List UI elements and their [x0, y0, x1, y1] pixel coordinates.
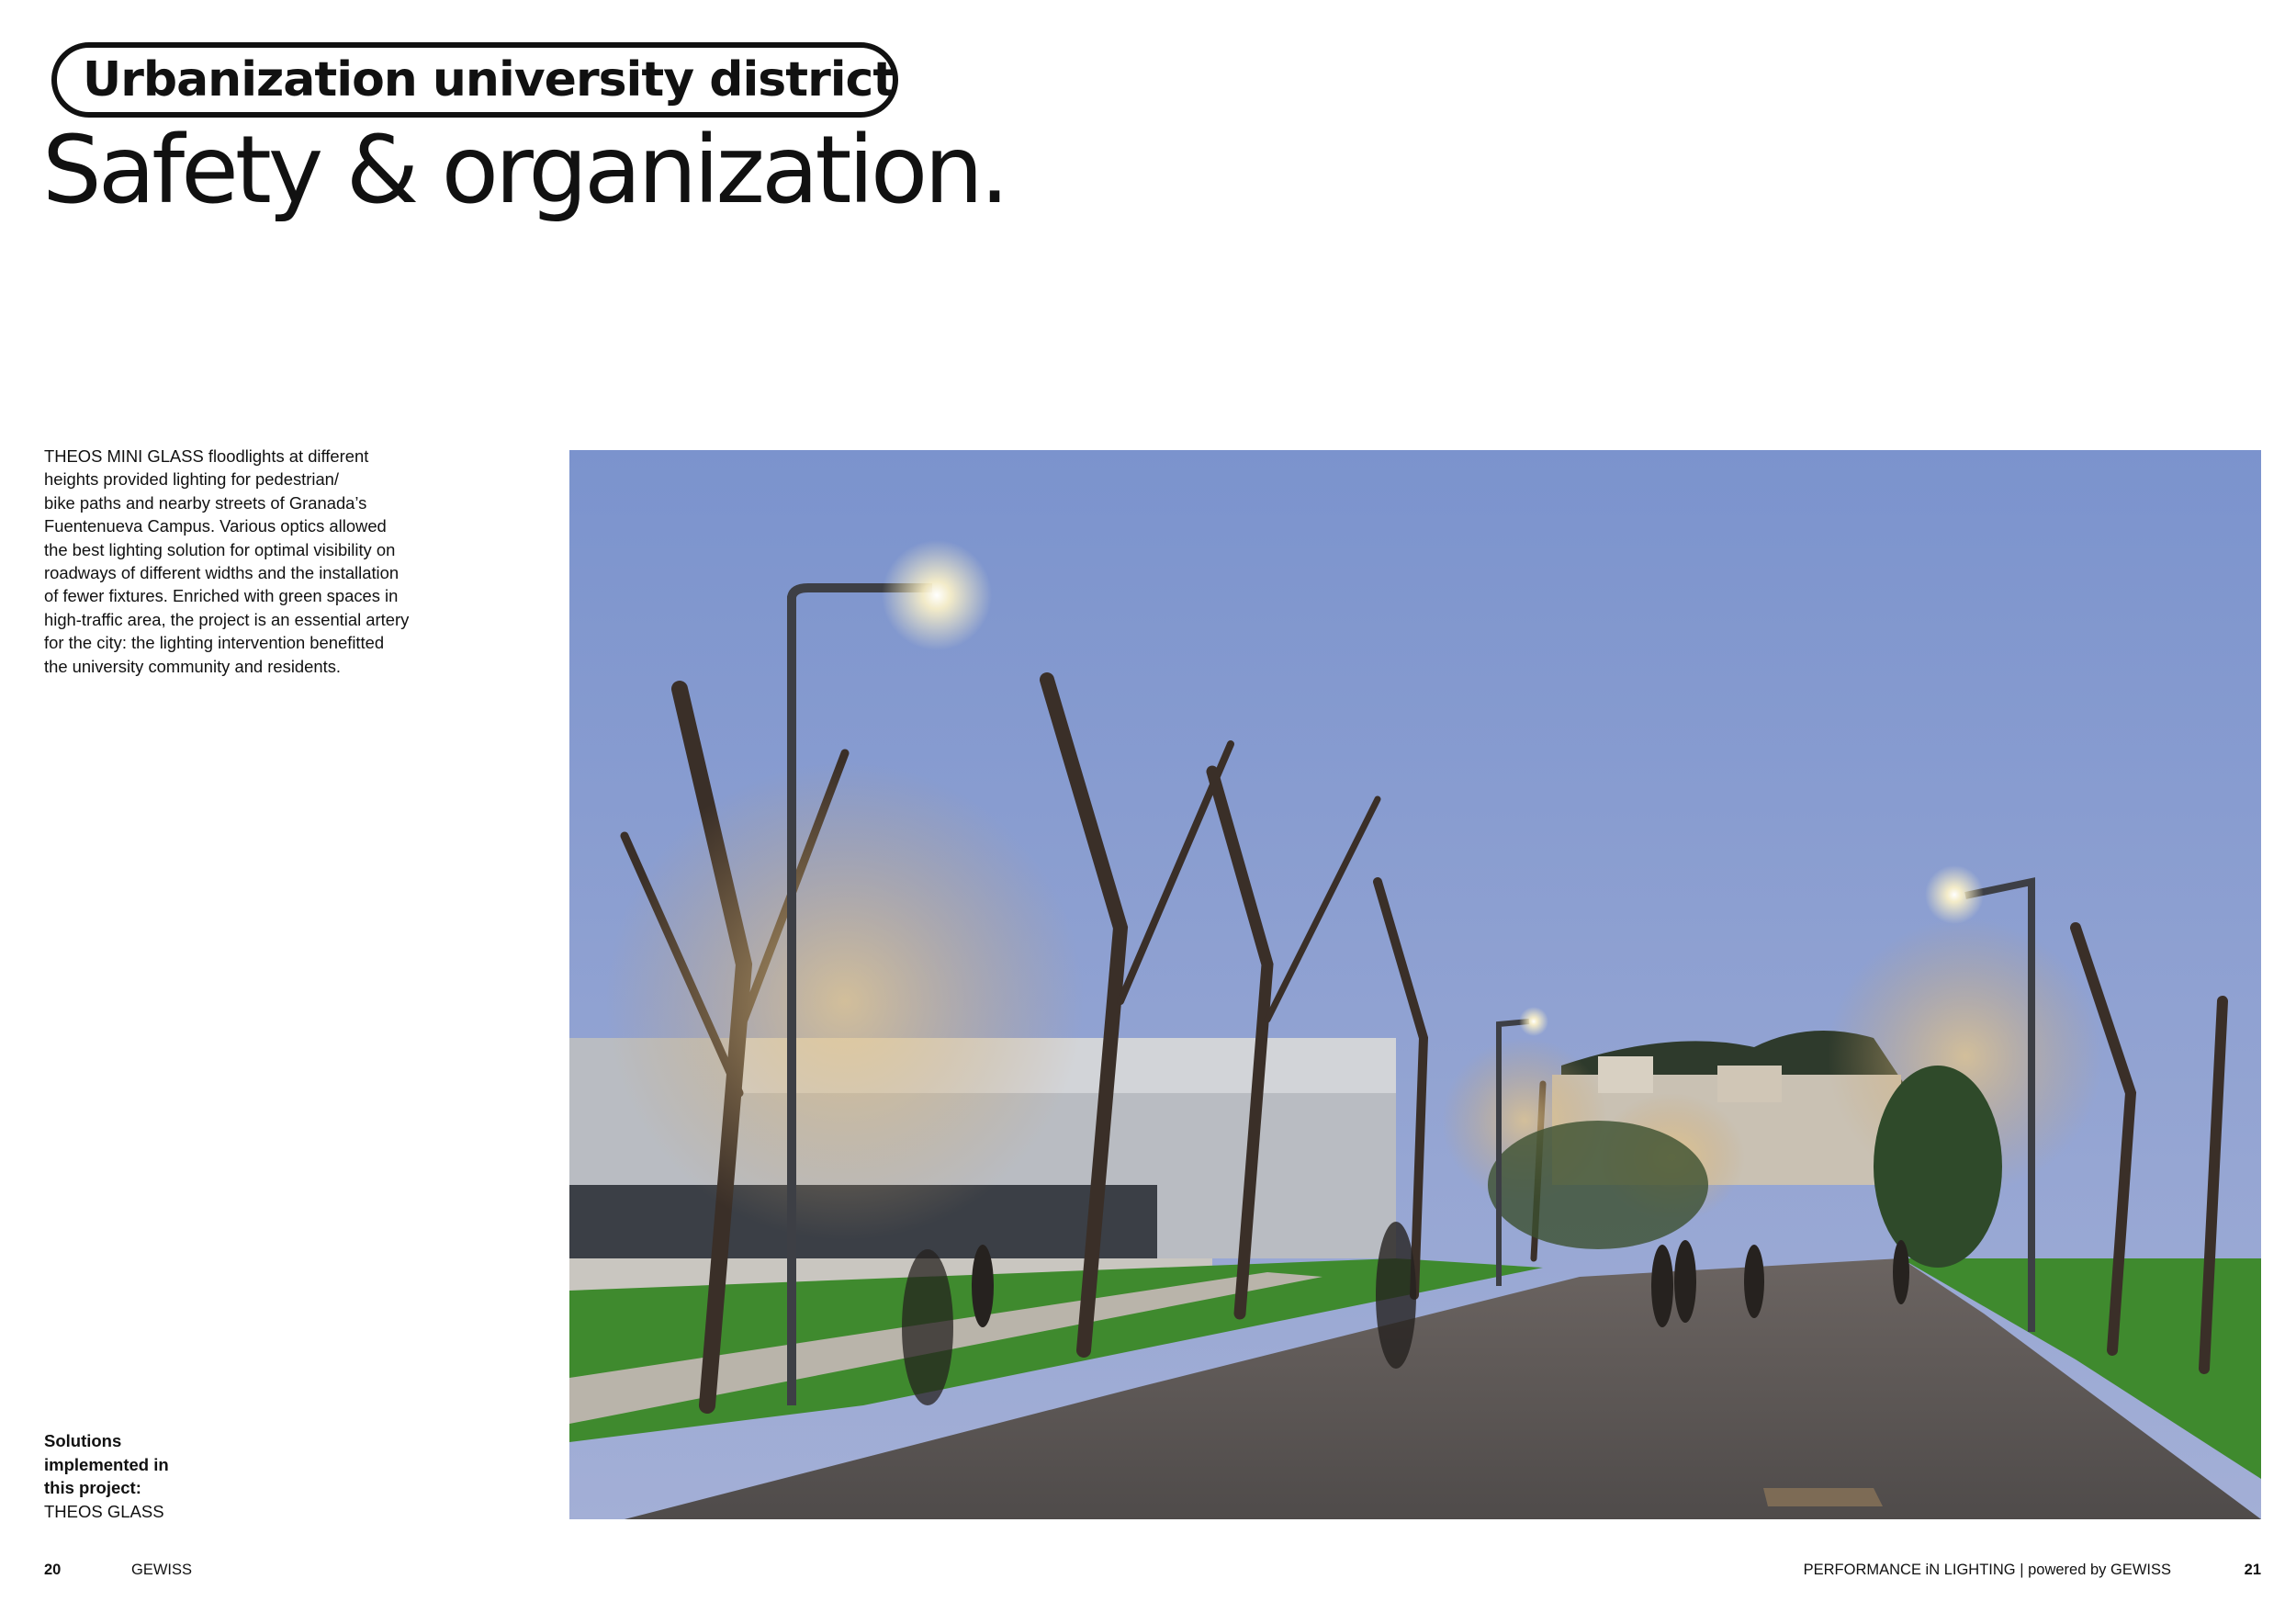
right-footer-tagline: PERFORMANCE iN LIGHTING | powered by GEWISS: [1803, 1562, 2171, 1578]
intro-line: the university community and residents.: [44, 656, 342, 676]
page-title: Safety & organization.: [42, 116, 1007, 225]
intro-line: high-traffic area, the project is an essential artery: [44, 609, 410, 629]
intro-paragraph: [44, 445, 476, 678]
intro-line: heights provided lighting for pedestrian/: [44, 469, 340, 490]
solutions-box: [44, 1429, 246, 1523]
intro-line: bike paths and nearby streets of Granada’s: [44, 492, 367, 513]
solutions-product: THEOS GLASS: [44, 1501, 164, 1521]
intro-line: of fewer fixtures. Enriched with green spaces in: [44, 586, 399, 606]
intro-line: roadways of different widths and the installation: [44, 563, 400, 583]
intro-line: the best lighting solution for optimal visibility on: [44, 539, 396, 559]
intro-line: Fuentenueva Campus. Various optics allowed: [44, 516, 387, 536]
left-page-number: 20: [44, 1562, 62, 1578]
solutions-label-line: Solutions: [44, 1431, 122, 1450]
section-tag: Urbanization university district: [51, 42, 898, 118]
intro-line: THEOS MINI GLASS floodlights at different: [44, 446, 369, 466]
left-footer-brand: GEWISS: [131, 1562, 193, 1578]
street-photo: [569, 450, 2261, 1519]
intro-line: for the city: the lighting intervention benefitted: [44, 633, 385, 653]
solutions-label-line: implemented in: [44, 1454, 169, 1474]
right-page-number: 21: [2244, 1562, 2261, 1578]
solutions-label-line: this project:: [44, 1478, 141, 1497]
